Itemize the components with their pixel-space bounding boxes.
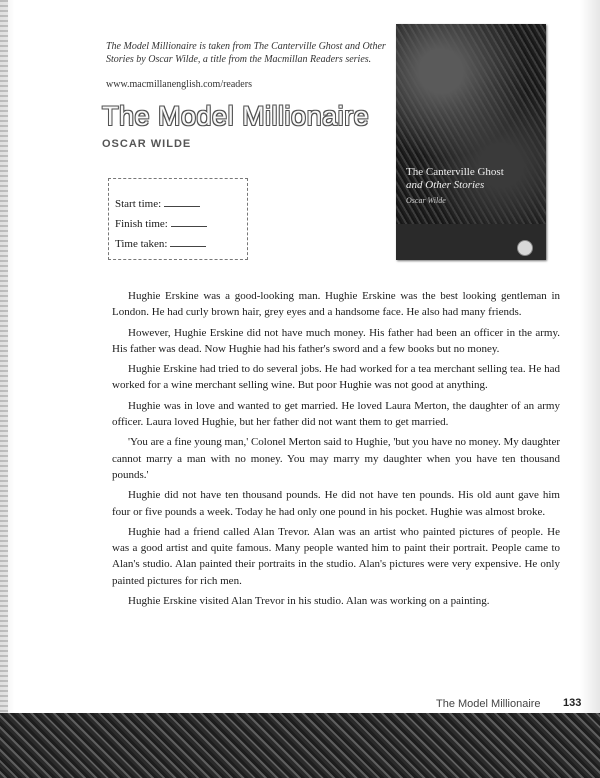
reading-timer-box xyxy=(108,178,248,260)
paragraph: Hughie had a friend called Alan Trevor. Alan was an artist who painted pictures of people. He was a good artist and quite famous. Many people wanted him to paint their portrait. People came to Alan's studio. Alan painted their portraits in the studio. Alan's pictures were very expensive. He only painted pictures for rich men. xyxy=(112,525,560,587)
time-taken-blank xyxy=(170,237,206,247)
paragraph: Hughie Erskine was a good-looking man. Hughie Erskine was the best looking gentleman in London. He had curly brown hair, grey eyes and a handsome face. He also had many friends. xyxy=(112,290,560,319)
time-taken-row xyxy=(115,235,241,253)
publisher-url: www.macmillanenglish.com/readers xyxy=(106,79,252,90)
running-footer: The Model Millionaire xyxy=(436,698,541,710)
finish-time-label: Finish time: xyxy=(115,218,168,230)
start-time-label: Start time: xyxy=(115,198,162,210)
time-taken-label: Time taken: xyxy=(115,238,168,250)
finish-time-blank xyxy=(171,217,207,227)
paragraph: However, Hughie Erskine did not have much money. His father had been an officer in the army. His father was dead. Now Hughie had his father's sword and a few books but no money. xyxy=(112,326,560,355)
cover-author: Oscar Wilde xyxy=(406,196,446,205)
paragraph: Hughie was in love and wanted to get married. He loved Laura Merton, the daughter of an army officer. Laura loved Hughie, but her father did not want them to get married. xyxy=(112,399,560,429)
cover-title xyxy=(406,166,534,192)
paragraph: 'You are a fine young man,' Colonel Merton said to Hughie, 'but you have no money. My daughter cannot marry a man with no money. You may marry my daughter when you have ten thousand pounds.' xyxy=(112,436,560,481)
page-number: 133 xyxy=(563,697,582,709)
paragraph: Hughie Erskine visited Alan Trevor in his studio. Alan was working on a painting. xyxy=(128,595,490,608)
page-binding-edge xyxy=(0,0,8,778)
start-time-blank xyxy=(164,197,200,207)
source-note: The Model Millionaire is taken from The Canterville Ghost and Other Stories by Oscar Wilde, a title from the Macmillan Readers series. xyxy=(106,41,386,65)
cover-subtitle: and Other Stories xyxy=(406,179,485,191)
cd-badge-icon xyxy=(517,240,533,256)
scan-shadow-band xyxy=(0,713,600,778)
book-cover-image xyxy=(396,24,546,260)
paragraph: Hughie Erskine had tried to do several jobs. He had worked for a tea merchant selling tea. He had worked for a wine merchant selling wine. But poor Hughie was not good at anything. xyxy=(112,363,560,392)
paragraph: Hughie did not have ten thousand pounds. He did not have ten pounds. His old aunt gave him four or five pounds a week. Today he had only one pound in his pocket. Hughie was almost broke. xyxy=(112,489,560,518)
finish-time-row xyxy=(115,215,241,233)
cover-main-title: The Canterville Ghost xyxy=(406,166,504,178)
author-name: OSCAR WILDE xyxy=(102,138,192,150)
start-time-row xyxy=(115,195,241,213)
story-text xyxy=(112,288,560,613)
story-title: The Model Millionaire xyxy=(102,101,370,131)
